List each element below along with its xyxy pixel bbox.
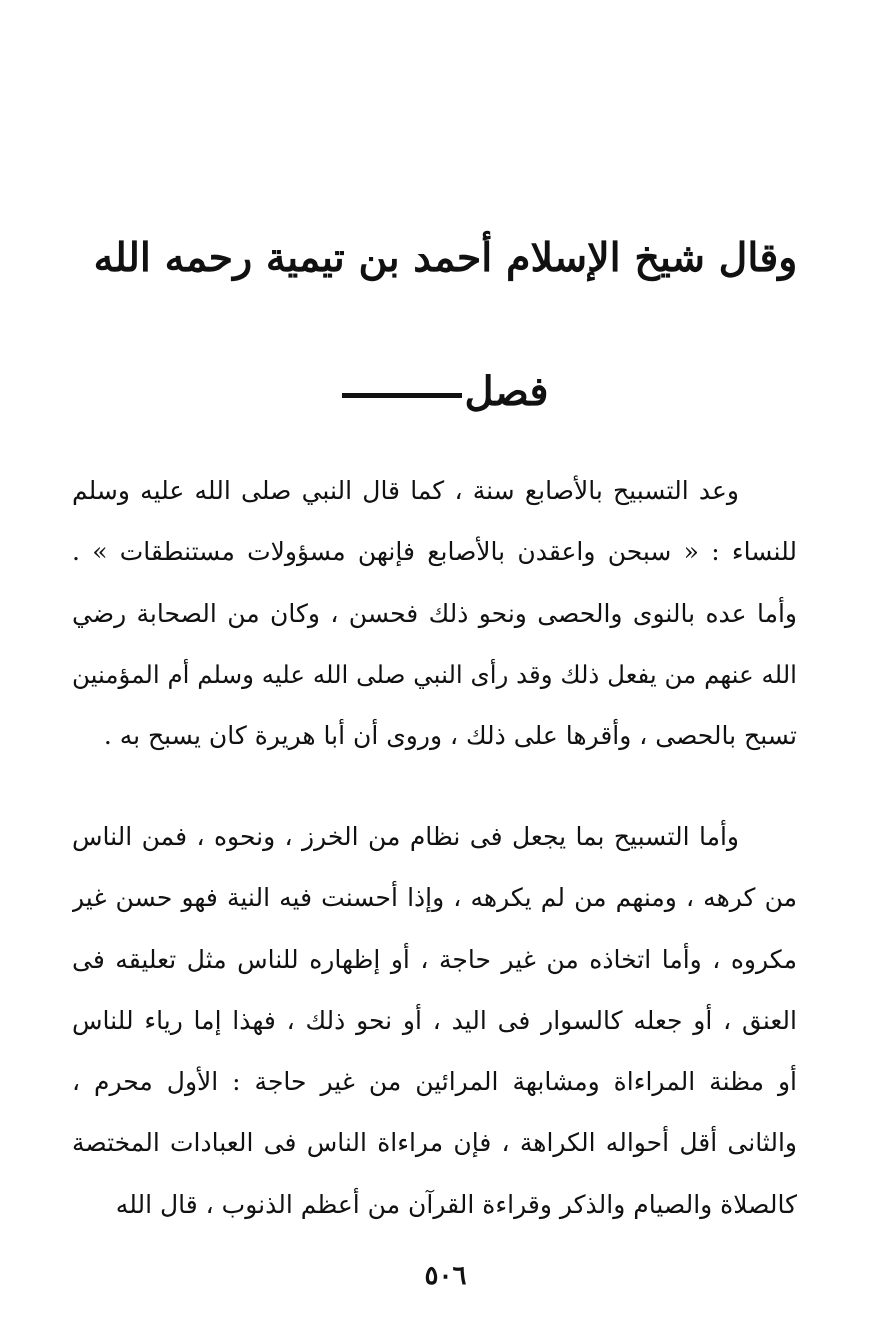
section-heading-text: فصل bbox=[464, 368, 549, 415]
paragraph-line: والثانى أقل أحواله الكراهة ، فإن مراءاة الناس فى العبادات المختصة bbox=[72, 1128, 797, 1158]
paragraph-1 bbox=[72, 460, 797, 766]
paragraph-line: وأما عده بالنوى والحصى ونحو ذلك فحسن ، وكان من الصحابة رضي bbox=[72, 598, 797, 628]
section-heading bbox=[0, 360, 891, 424]
paragraph-line: العنق ، أو جعله كالسوار فى اليد ، أو نحو ذلك ، فهذا إما رياء للناس bbox=[72, 1005, 797, 1035]
paragraph-line: أو مظنة المراءاة ومشابهة المرائين من غير حاجة : الأول محرم ، bbox=[72, 1067, 797, 1097]
paragraph-line: تسبح بالحصى ، وأقرها على ذلك ، وروى أن أبا هريرة كان يسبح به . bbox=[103, 721, 797, 751]
paragraph-line: وأما التسبيح بما يجعل فى نظام من الخرز ، ونحوه ، فمن الناس bbox=[72, 822, 739, 851]
heading-kashida-rule bbox=[342, 393, 462, 398]
paragraph-line: للنساء : « سبحن واعقدن بالأصابع فإنهن مسؤولات مستنطقات » . bbox=[72, 537, 797, 567]
page-title: وقال شيخ الإسلام أحمد بن تيمية رحمه الله bbox=[93, 235, 798, 281]
paragraph-2 bbox=[72, 806, 797, 1235]
paragraph-line: وعد التسبيح بالأصابع سنة ، كما قال النبي صلى الله عليه وسلم bbox=[72, 476, 739, 505]
paragraph-line: كالصلاة والصيام والذكر وقراءة القرآن من أعظم الذنوب ، قال الله bbox=[115, 1189, 797, 1219]
paragraph-line: الله عنهم من يفعل ذلك وقد رأى النبي صلى الله عليه وسلم أم المؤمنين bbox=[72, 659, 797, 689]
page-number: ٥٠٦ bbox=[424, 1261, 467, 1291]
paragraph-line: من كرهه ، ومنهم من لم يكرهه ، وإذا أحسنت فيه النية فهو حسن غير bbox=[72, 883, 797, 913]
paragraph-line: مكروه ، وأما اتخاذه من غير حاجة ، أو إظهاره للناس مثل تعليقه فى bbox=[72, 944, 797, 974]
